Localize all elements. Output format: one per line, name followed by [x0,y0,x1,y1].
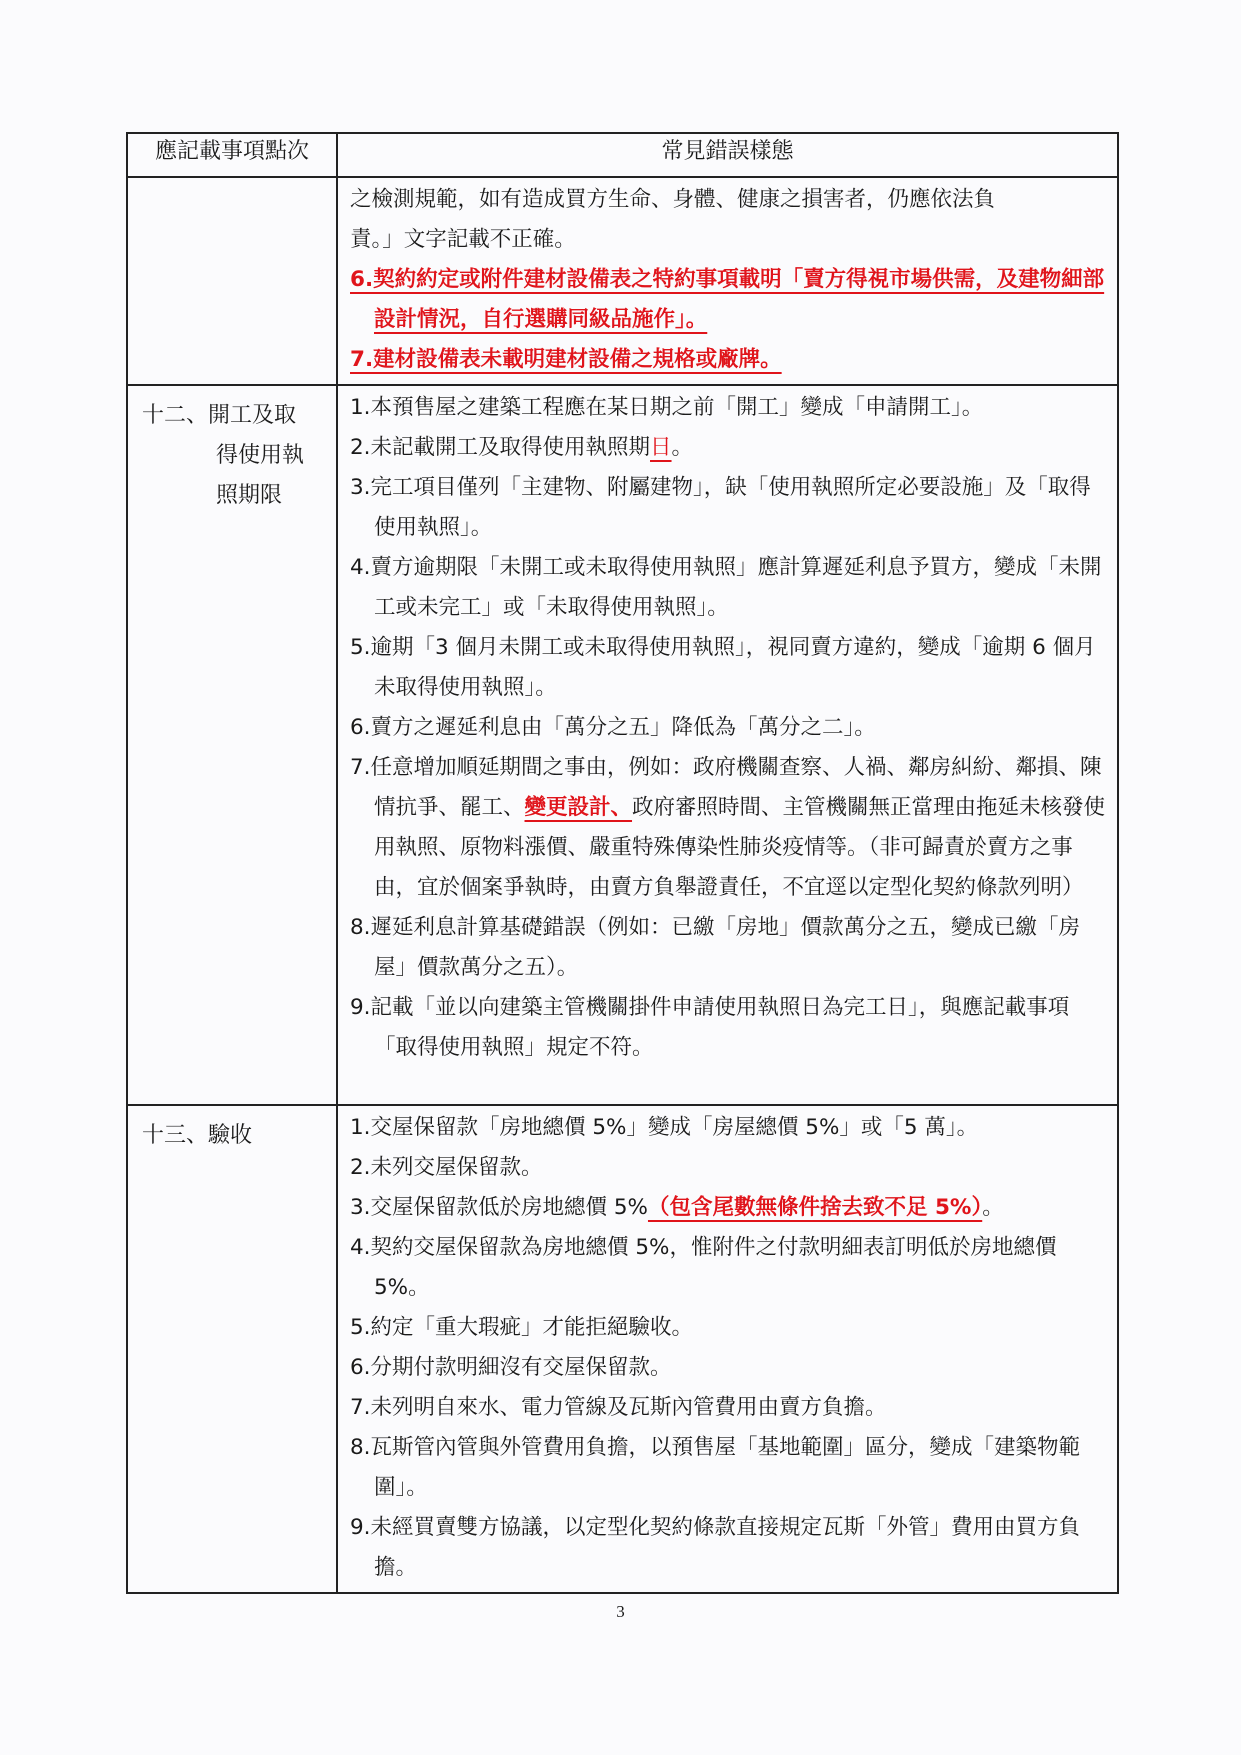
red-highlight-text: 7.建材設備表未載明建材設備之規格或廠牌。 [350,347,782,372]
red-highlight-text: 變更設計、 [524,795,633,820]
list-item [350,428,1111,468]
row-label-line: 照期限 [216,483,283,508]
item-text: 。 [982,1195,1004,1220]
header-error-column: 常見錯誤樣態 [337,133,1118,177]
red-highlight-text: （包含尾數無條件捨去致不足 5%） [647,1195,983,1220]
list-item: 7.未列明自來水、電力管線及瓦斯內管費用由賣方負擔。 [350,1395,887,1420]
list-item: 8.遲延利息計算基礎錯誤（例如：已繳「房地」價款萬分之五，變成已繳「房屋」價款萬分之五）。 [350,915,1081,980]
list-item [350,260,1111,340]
table-row [127,1105,1118,1593]
list-item: 之檢測規範，如有造成買方生命、身體、健康之損害者，仍應依法負 [350,187,996,212]
item-text: 政府審照時間、主管機關無正當理由拖延未核發使用執照、原物料漲價、嚴重特殊傳染性肺炎疫情等。（非可歸責於賣方之事由，宜於個案爭執時，由賣方負舉證責任，不宜逕以定型化契約條款列明） [374,795,1106,900]
page-number: 3 [616,1602,625,1621]
table-row [127,385,1118,1105]
table-row [127,177,1118,385]
list-item: 2.未列交屋保留款。 [350,1155,543,1180]
list-item: 3.完工項目僅列「主建物、附屬建物」，缺「使用執照所定必要設施」及「取得使用執照」。 [350,475,1091,540]
row-label [127,1105,337,1593]
list-item: 1.交屋保留款「房地總價 5%」變成「房屋總價 5%」或「5 萬」。 [350,1115,979,1140]
row-items [337,385,1118,1105]
row-label-line: 十三、驗收 [142,1123,253,1148]
item-text: 3.交屋保留款低於房地總價 5% [350,1195,648,1220]
list-item: 6.分期付款明細沒有交屋保留款。 [350,1355,672,1380]
header-item-column: 應記載事項點次 [127,133,337,177]
list-item: 4.契約交屋保留款為房地總價 5%，惟附件之付款明細表訂明低於房地總價 5%。 [350,1235,1057,1300]
row-label-line: 得使用執 [216,443,305,468]
row-items [337,1105,1118,1593]
row-label-empty [127,177,337,385]
item-text: 7.任意增加順延期間之事由，例如：政府機關查察、人禍、鄰房糾紛、鄰損、陳情抗爭、罷工、 [350,755,1102,820]
list-item: 5.逾期「3 個月未開工或未取得使用執照」，視同賣方違約，變成「逾期 6 個月未取得使用執照」。 [350,635,1096,700]
list-item: 9.未經買賣雙方協議，以定型化契約條款直接規定瓦斯「外管」費用由買方負擔。 [350,1515,1081,1580]
errors-table [126,132,1119,1594]
list-item [350,1188,1111,1228]
list-item [350,748,1111,908]
list-item: 責。」文字記載不正確。 [350,227,576,252]
item-text: 2.未記載開工及取得使用執照期 [350,435,651,460]
list-item: 9.記載「並以向建築主管機關掛件申請使用執照日為完工日」，與應記載事項「取得使用執照」規定不符。 [350,995,1070,1060]
red-highlight-text: 6.契約約定或附件建材設備表之特約事項載明「賣方得視市場供需，及建物細部設計情況，自行選購同級品施作」。 [350,267,1105,332]
list-item: 4.賣方逾期限「未開工或未取得使用執照」應計算遲延利息予買方，變成「未開工或未完工」或「未取得使用執照」。 [350,555,1102,620]
list-item: 6.賣方之遲延利息由「萬分之五」降低為「萬分之二」。 [350,715,876,740]
list-item [350,340,1111,380]
list-item: 8.瓦斯管內管與外管費用負擔，以預售屋「基地範圍」區分，變成「建築物範圍」。 [350,1435,1081,1500]
row-items [337,177,1118,385]
item-text: 。 [671,435,694,460]
red-highlight-text: 日 [650,435,672,460]
table-header-row [127,133,1118,177]
list-item: 5.約定「重大瑕疵」才能拒絕驗收。 [350,1315,694,1340]
list-item: 1.本預售屋之建築工程應在某日期之前「開工」變成「申請開工」。 [350,395,984,420]
row-label [127,385,337,1105]
row-label-line: 十二、開工及取 [142,403,297,428]
